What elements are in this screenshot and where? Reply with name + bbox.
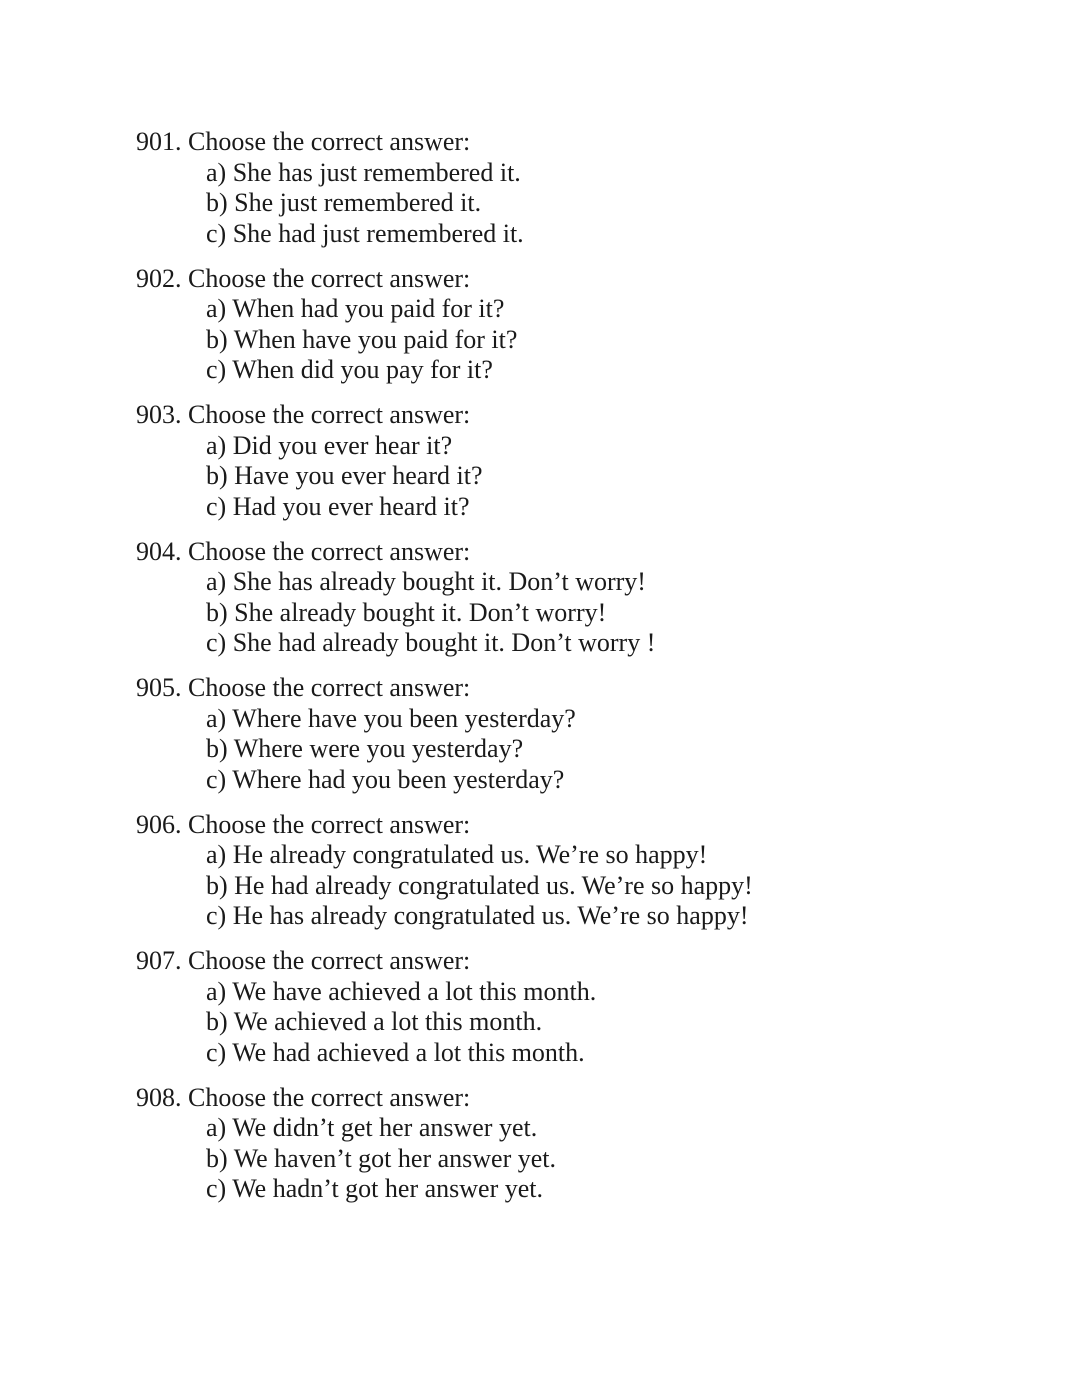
answer-option-a: a) She has just remembered it. [206, 157, 521, 187]
question-prompt: Choose the correct answer: [188, 809, 471, 839]
answer-option-b: b) We achieved a lot this month. [206, 1007, 543, 1036]
answer-option-b: b) She already bought it. Don’t worry! [206, 597, 607, 627]
question-heading [136, 400, 1036, 431]
question-prompt: Choose the correct answer: [188, 946, 471, 975]
question-907 [136, 946, 1036, 1068]
question-number: 902. [136, 263, 182, 293]
question-903 [136, 400, 1036, 522]
answer-option-a: a) He already congratulated us. We’re so happy! [206, 840, 708, 869]
answer-options [136, 431, 1036, 523]
answer-option-b: b) We haven’t got her answer yet. [206, 1143, 556, 1173]
answer-options [136, 840, 1036, 932]
question-heading [136, 810, 1036, 841]
answer-options [136, 158, 1036, 250]
question-prompt: Choose the correct answer: [188, 1082, 471, 1112]
answer-option-c: c) Where had you been yesterday? [206, 764, 565, 794]
answer-option-a: a) We have achieved a lot this month. [206, 976, 597, 1006]
question-number: 905. [136, 673, 182, 702]
answer-option-c: c) She had just remembered it. [206, 218, 524, 248]
question-number: 907. [136, 946, 182, 975]
question-number: 903. [136, 400, 182, 429]
answer-options [136, 294, 1036, 386]
question-heading [136, 264, 1036, 295]
question-prompt: Choose the correct answer: [188, 400, 471, 429]
answer-options [136, 704, 1036, 796]
question-prompt: Choose the correct answer: [188, 127, 471, 156]
question-heading [136, 1083, 1036, 1114]
question-906 [136, 810, 1036, 932]
answer-option-a: a) Did you ever hear it? [206, 430, 453, 460]
question-908 [136, 1083, 1036, 1205]
answer-option-a: a) When had you paid for it? [206, 294, 505, 323]
question-904 [136, 537, 1036, 659]
question-number: 908. [136, 1082, 182, 1112]
answer-options [136, 1113, 1036, 1205]
answer-option-b: b) She just remembered it. [206, 188, 482, 217]
question-901 [136, 127, 1036, 249]
answer-option-c: c) He has already congratulated us. We’re so happy! [206, 901, 749, 930]
question-prompt: Choose the correct answer: [188, 263, 471, 293]
question-list [136, 127, 1036, 1219]
answer-option-a: a) Where have you been yesterday? [206, 703, 576, 733]
answer-option-b: b) When have you paid for it? [206, 324, 518, 354]
answer-option-b: b) Where were you yesterday? [206, 734, 524, 763]
answer-option-a: a) We didn’t get her answer yet. [206, 1113, 538, 1142]
answer-option-c: c) We hadn’t got her answer yet. [206, 1174, 543, 1203]
answer-option-b: b) Have you ever heard it? [206, 461, 483, 490]
answer-option-c: c) When did you pay for it? [206, 355, 493, 384]
answer-option-a: a) She has already bought it. Don’t worry! [206, 567, 646, 596]
answer-option-c: c) She had already bought it. Don’t worry ! [206, 628, 656, 657]
answer-option-b: b) He had already congratulated us. We’re so happy! [206, 870, 753, 900]
question-number: 904. [136, 536, 182, 566]
question-902 [136, 264, 1036, 386]
question-heading [136, 537, 1036, 568]
question-heading [136, 673, 1036, 704]
question-heading [136, 946, 1036, 977]
answer-option-c: c) We had achieved a lot this month. [206, 1037, 585, 1067]
question-heading [136, 127, 1036, 158]
question-905 [136, 673, 1036, 795]
answer-option-c: c) Had you ever heard it? [206, 491, 470, 521]
question-prompt: Choose the correct answer: [188, 673, 471, 702]
answer-options [136, 977, 1036, 1069]
answer-options [136, 567, 1036, 659]
question-number: 901. [136, 127, 182, 156]
question-number: 906. [136, 809, 182, 839]
question-prompt: Choose the correct answer: [188, 536, 471, 566]
